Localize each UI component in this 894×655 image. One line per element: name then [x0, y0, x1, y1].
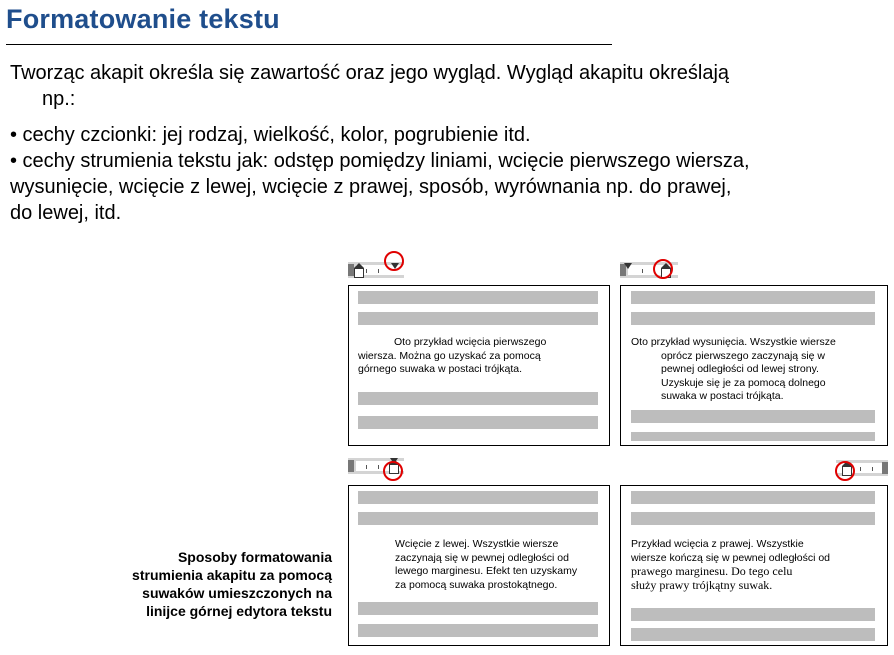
bullet-font-features: • cechy czcionki: jej rodzaj, wielkość, kolor, pogrubienie itd. — [10, 124, 531, 146]
highlight-circle-icon — [835, 461, 855, 481]
panel-first-line-indent — [348, 285, 610, 446]
panel-left-indent — [348, 485, 610, 646]
panel-hanging-text: Oto przykład wysunięcia. Wszystkie wiersze oprócz pierwszego zaczynają się w pewnej odległości od lewej strony. Uzyskuje się je za pomocą dolnego suwaka w postaci trójkąta. — [631, 336, 836, 402]
panel-first-line-text: Oto przykład wcięcia pierwszego wiersza. Można go uzyskać za pomocą górnego suwaka w postaci trójkąta. — [358, 336, 547, 375]
panel-right-indent — [620, 485, 888, 646]
bullet-list — [10, 122, 890, 226]
page-title: Formatowanie tekstu — [6, 4, 280, 34]
intro-paragraph — [10, 60, 870, 112]
title-underline — [6, 44, 612, 45]
panel-right-text: Przykład wcięcia z prawej. Wszystkie wiersze kończą się w pewnej odległości od prawego marginesu. Do tego celu służy prawy trójkątny suwak. — [631, 538, 831, 592]
bullet-flow-features: • cechy strumienia tekstu jak: odstęp pomiędzy liniami, wcięcie pierwszego wiersza, — [10, 150, 750, 172]
highlight-circle-icon — [384, 251, 404, 271]
bullet-flow-features-cont: wysunięcie, wcięcie z lewej, wcięcie z prawej, sposób, wyrównania np. do prawej, — [10, 176, 732, 198]
highlight-circle-icon — [653, 259, 673, 279]
intro-line-1: Tworząc akapit określa się zawartość oraz jego wygląd. Wygląd akapitu określają — [10, 62, 730, 84]
left-indent-marker-icon — [354, 268, 364, 278]
panel-left-text: Wcięcie z lewej. Wszystkie wiersze zaczynają się w pewnej odległości od lewego marginesu. Efekt ten uzyskamy za pomocą suwaka prostokątnego. — [395, 538, 578, 591]
bullet-flow-features-end: do lewej, itd. — [10, 202, 122, 224]
first-line-indent-marker-icon — [624, 263, 632, 269]
intro-line-2: np.: — [42, 88, 76, 110]
figure-caption: Sposoby formatowania strumienia akapitu za pomocą suwaków umieszczonych na linijce górnej edytora tekstu — [132, 549, 332, 619]
highlight-circle-icon — [383, 461, 403, 481]
panel-hanging-indent — [620, 285, 888, 446]
